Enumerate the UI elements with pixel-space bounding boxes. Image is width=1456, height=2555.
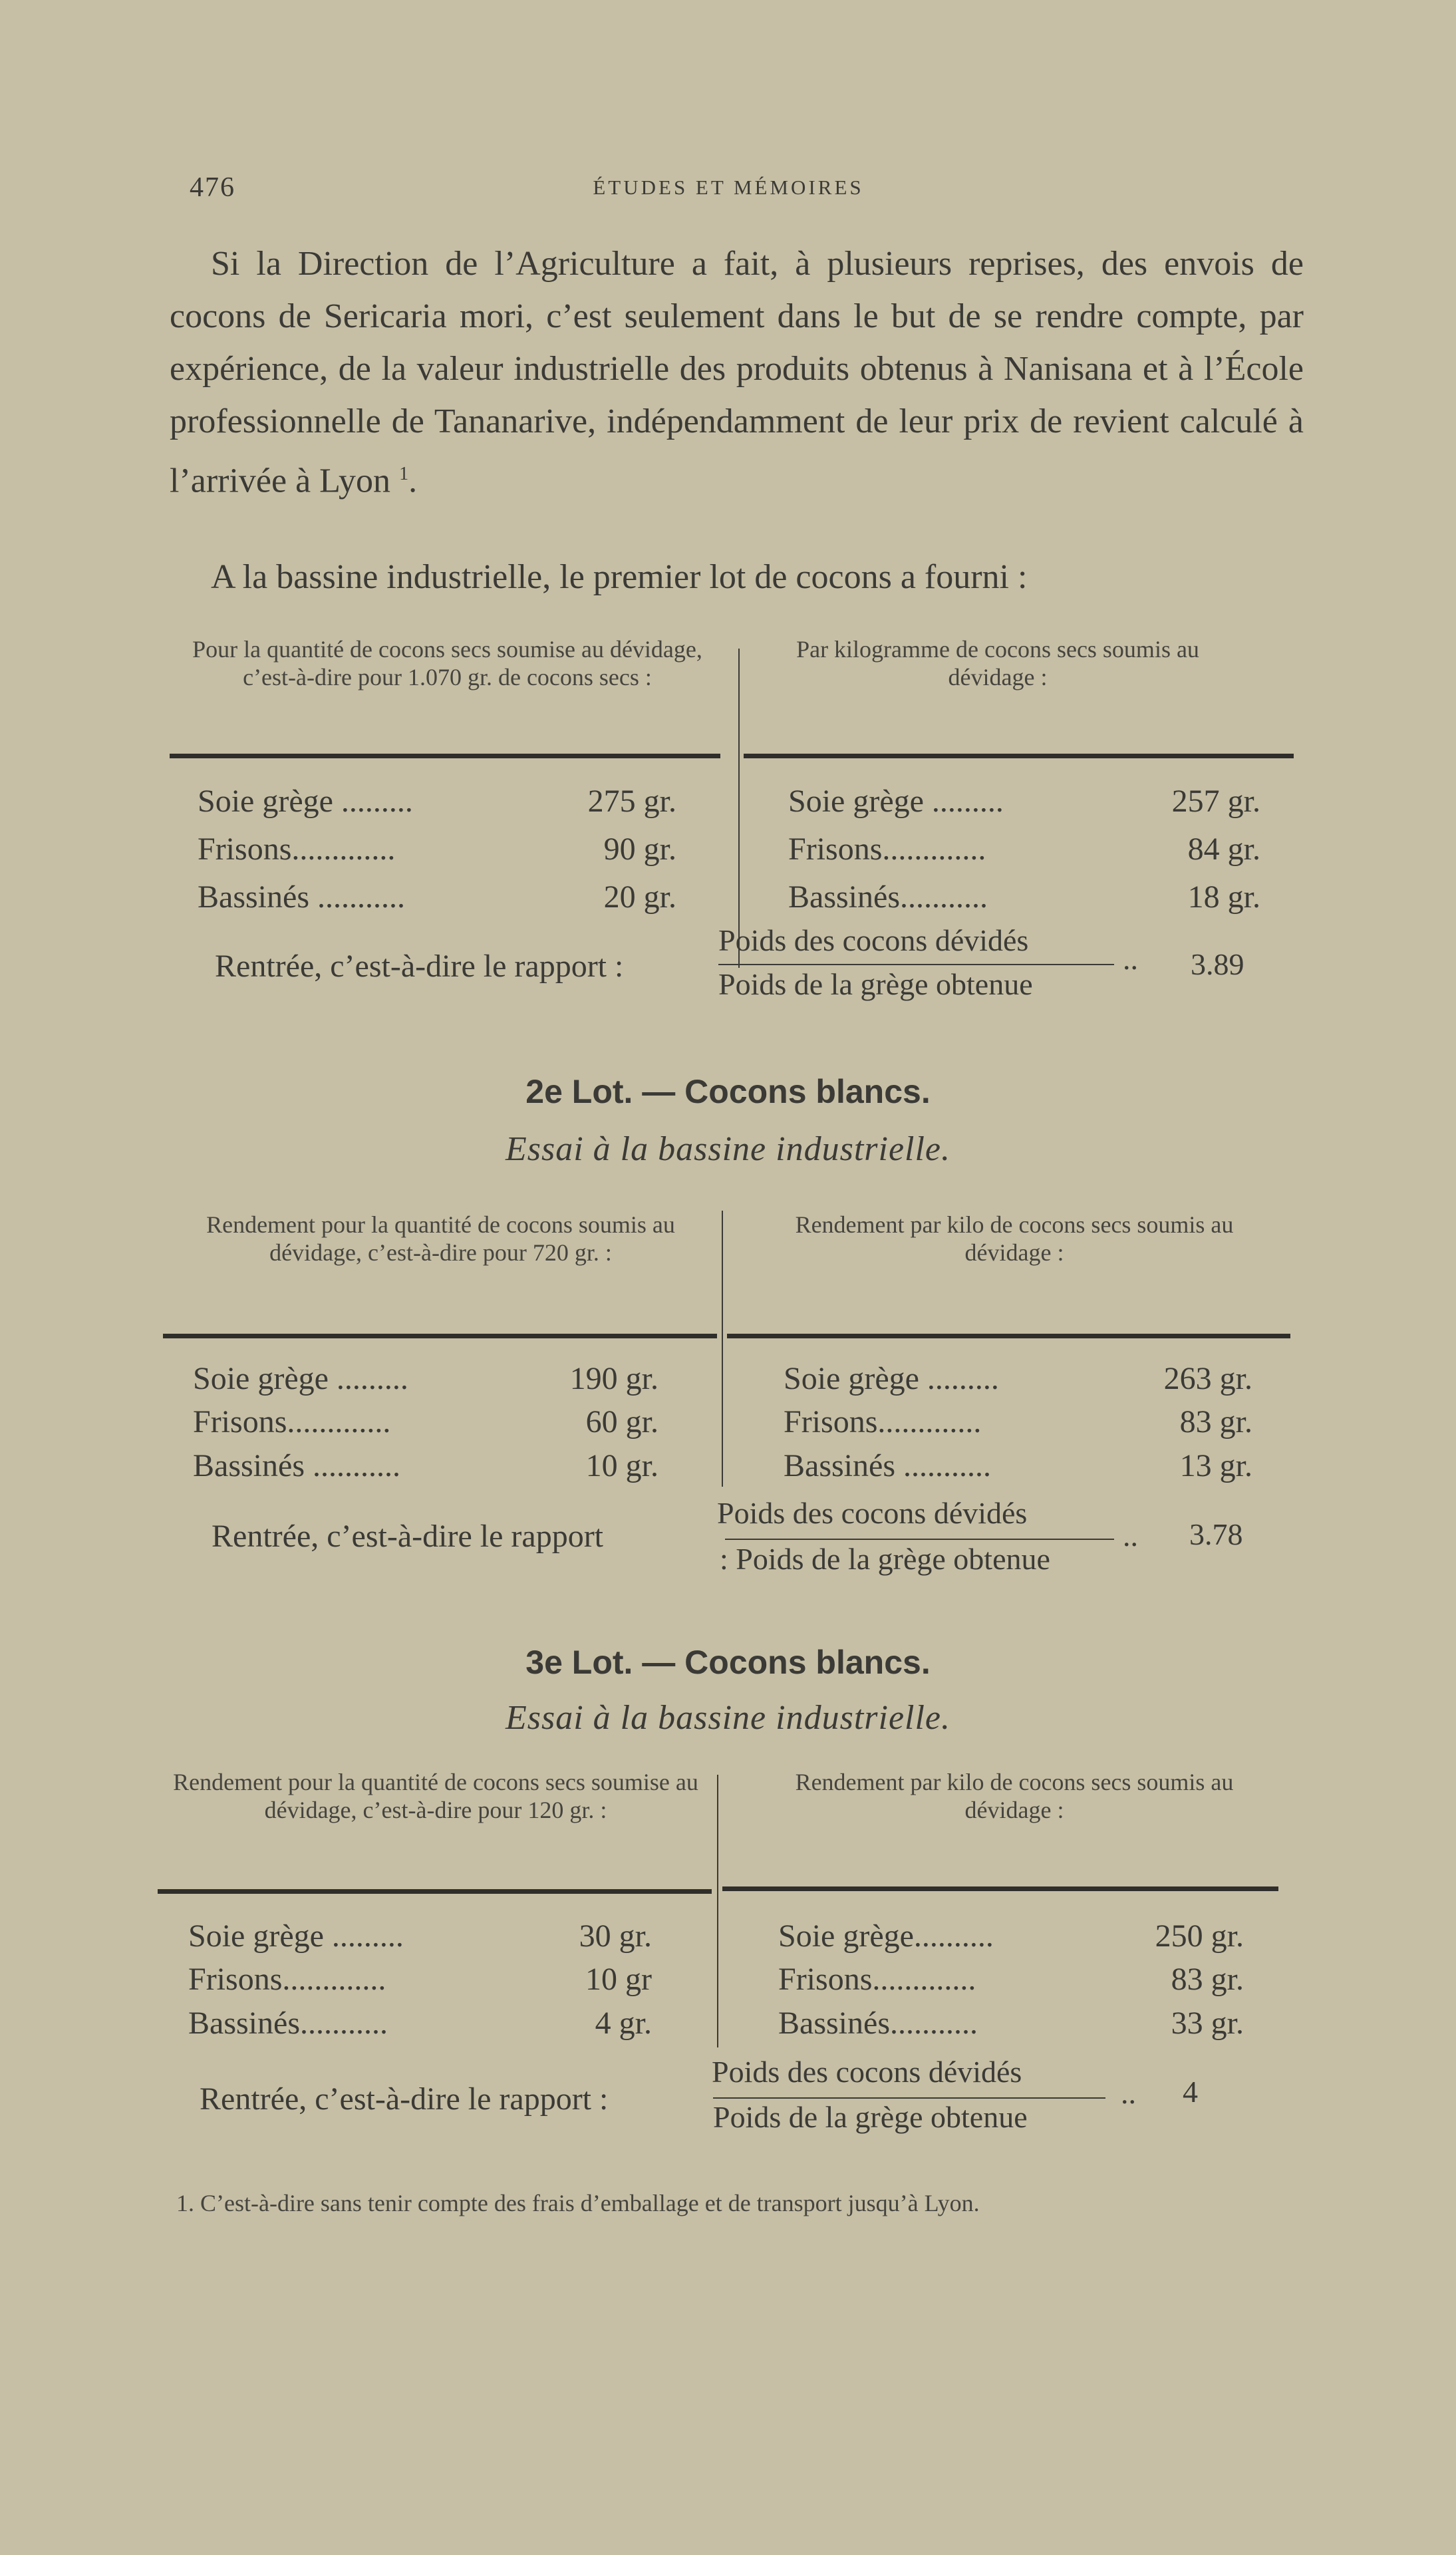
lot-3-fraction-numerator: Poids des cocons dévidés: [712, 2055, 1022, 2089]
lot-2-right-row: [784, 1447, 1252, 1487]
row-value: 275 gr.: [587, 784, 676, 819]
row-value: 30 gr.: [579, 1918, 652, 1954]
lot-2-ratio-value: 3.78: [1189, 1517, 1243, 1551]
lot-2-subtitle: Essai à la bassine industrielle.: [506, 1130, 950, 1168]
lot-3-ratio-dots: ..: [1121, 2076, 1136, 2110]
row-label: Bassinés...........: [788, 879, 988, 915]
row-label: Soie grège .........: [198, 784, 413, 819]
row-value: 10 gr: [585, 1962, 652, 1997]
lot-2-fraction-denominator: : Poids de la grège obtenue: [720, 1542, 1050, 1576]
lot-3-ratio-label: Rentrée, c’est-à-dire le rapport :: [200, 2081, 609, 2117]
lot-2-right-row: [784, 1404, 1252, 1443]
lot-2-right-row: [784, 1360, 1252, 1400]
lot-2-ratio-label: Rentrée, c’est-à-dire le rapport: [212, 1519, 604, 1554]
row-label: Frisons.............: [188, 1962, 386, 1997]
lot-1-fraction-denominator: Poids de la grège obtenue: [718, 967, 1033, 1001]
row-value: 13 gr.: [1179, 1448, 1252, 1483]
intro-paragraph: [170, 237, 1304, 507]
row-value: 60 gr.: [585, 1404, 658, 1439]
lot-3-right-row: [778, 1918, 1244, 1958]
lot-1-fraction-numerator: Poids des cocons dévidés: [718, 923, 1029, 957]
lot-2-left-row: [193, 1360, 658, 1400]
lot-1-left-row: [198, 831, 676, 871]
lot-3-title: 3e Lot. — Cocons blancs.: [525, 1644, 931, 1681]
lot-1-left-rule: [170, 754, 720, 758]
row-label: Frisons.............: [193, 1404, 391, 1439]
row-label: Bassinés ...........: [784, 1448, 991, 1483]
lot-3-subtitle: Essai à la bassine industrielle.: [506, 1699, 950, 1737]
row-label: Bassinés...........: [778, 2006, 978, 2041]
lot-1-left-row: [198, 879, 676, 919]
lot-1-right-row: [788, 831, 1260, 871]
row-value: 33 gr.: [1171, 2006, 1244, 2041]
row-label: Bassinés...........: [188, 2006, 388, 2041]
row-label: Soie grège .........: [193, 1361, 408, 1396]
lot-2-fraction-numerator: Poids des cocons dévidés: [717, 1496, 1028, 1530]
lot-2-left-rule: [163, 1334, 717, 1338]
lot-3-left-header: Rendement pour la quantité de cocons secs soumise au dévidage, c’est-à-dire pour 120 gr. :: [173, 1769, 698, 1823]
lot-3-right-row: [778, 1961, 1244, 2001]
lot-2-column-divider: [722, 1211, 723, 1487]
row-value: 18 gr.: [1187, 879, 1260, 915]
footnote-reference: 1: [399, 464, 409, 484]
lot-1-right-rule: [744, 754, 1294, 758]
row-value: 83 gr.: [1179, 1404, 1252, 1439]
lot-2-title: 2e Lot. — Cocons blancs.: [525, 1073, 931, 1110]
row-label: Soie grège .........: [188, 1918, 404, 1954]
row-value: 257 gr.: [1171, 784, 1260, 819]
lot-3-ratio-value: 4: [1183, 2075, 1198, 2109]
row-value: 190 gr.: [569, 1361, 658, 1396]
lot-1-fraction-bar: [718, 964, 1114, 965]
page-number: 476: [190, 172, 235, 203]
running-header: [190, 172, 1267, 205]
row-value: 250 gr.: [1155, 1918, 1244, 1954]
lot-3-right-row: [778, 2005, 1244, 2045]
lot-2-left-row: [193, 1404, 658, 1443]
footnote: 1. C’est-à-dire sans tenir compte des frais d’emballage et de transport jusqu’à Lyon.: [176, 2190, 980, 2216]
lot-1-right-header: Par kilogramme de cocons secs soumis au dévidage :: [796, 636, 1199, 690]
lot-1-ratio-value: 3.89: [1191, 947, 1244, 981]
row-label: Frisons.............: [788, 831, 986, 867]
row-label: Frisons.............: [778, 1962, 976, 1997]
lot-2-right-rule: [727, 1334, 1290, 1338]
lot-1-left-header: Pour la quantité de cocons secs soumise au dévidage, c’est-à-dire pour 1.070 gr. de cocons secs :: [192, 636, 702, 690]
lot-3-right-header: Rendement par kilo de cocons secs soumis au dévidage :: [795, 1769, 1234, 1823]
lot-3-left-row: [188, 1961, 652, 2001]
lot-1-ratio-label: Rentrée, c’est-à-dire le rapport :: [215, 949, 624, 984]
row-label: Frisons.............: [784, 1404, 982, 1439]
running-title: ÉTUDES ET MÉMOIRES: [593, 176, 864, 199]
lot-1-column-divider: [738, 649, 740, 968]
lot-2-fraction-bar: [725, 1539, 1114, 1540]
lot-2-right-header: Rendement par kilo de cocons secs soumis au dévidage :: [795, 1211, 1234, 1266]
lot-1-ratio-dots: ..: [1123, 942, 1138, 976]
row-label: Bassinés ...........: [193, 1448, 400, 1483]
lot-2-ratio-dots: ..: [1123, 1519, 1138, 1553]
row-value: 263 gr.: [1163, 1361, 1252, 1396]
row-label: Frisons.............: [198, 831, 396, 867]
lot-3-fraction-denominator: Poids de la grège obtenue: [713, 2100, 1028, 2134]
row-label: Soie grège..........: [778, 1918, 994, 1954]
row-value: 83 gr.: [1171, 1962, 1244, 1997]
row-value: 10 gr.: [585, 1448, 658, 1483]
lot-2-left-row: [193, 1447, 658, 1487]
lot-2-left-header: Rendement pour la quantité de cocons soumis au dévidage, c’est-à-dire pour 720 gr. :: [206, 1211, 675, 1266]
row-label: Soie grège .........: [784, 1361, 999, 1396]
lot-3-left-row: [188, 2005, 652, 2045]
lot-3-right-rule: [722, 1886, 1278, 1891]
row-value: 90 gr.: [603, 831, 676, 867]
lot-1-left-row: [198, 783, 676, 823]
intro-paragraph-text: Si la Direction de l’Agriculture a fait, à plusieurs reprises, des envois de cocons de Sericaria mori, c’est seulement dans le but de se rendre compte, par expérience, de la valeur industrielle des produits obtenus à Nanisana et à l’École professionnelle de Tananarive, indépendamment de leur prix de revient calculé à l’arrivée à Lyon: [170, 245, 1304, 500]
footnote-reference-period: .: [408, 462, 418, 500]
row-value: 20 gr.: [603, 879, 676, 915]
row-label: Bassinés ...........: [198, 879, 405, 915]
lot-3-left-rule: [158, 1889, 712, 1894]
row-label: Soie grège .........: [788, 784, 1004, 819]
lot-3-fraction-bar: [713, 2097, 1105, 2099]
lot-3-column-divider: [717, 1775, 718, 2047]
lot-1-right-row: [788, 783, 1260, 823]
row-value: 4 gr.: [595, 2006, 652, 2041]
lead-paragraph: A la bassine industrielle, le premier lot de cocons a fourni :: [211, 558, 1028, 596]
row-value: 84 gr.: [1187, 831, 1260, 867]
lot-3-left-row: [188, 1918, 652, 1958]
lot-1-right-row: [788, 879, 1260, 919]
